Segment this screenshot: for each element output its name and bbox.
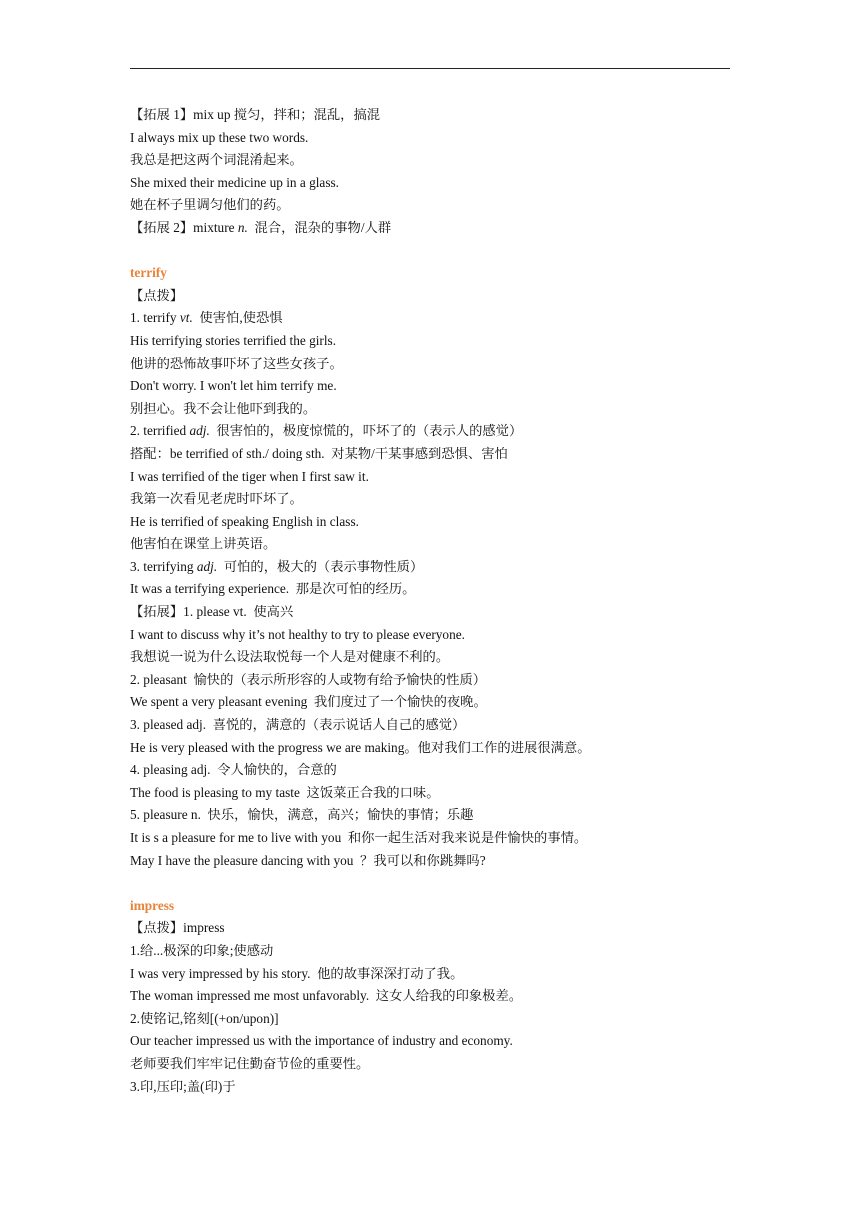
text-line: 搭配：be terrified of sth./ doing sth. 对某物/干某事感到恐惧、害怕 <box>130 445 508 461</box>
text-span: 使害怕,使恐惧 <box>192 310 283 326</box>
text-line: The woman impressed me most unfavorably. 这女人给我的印象极差。 <box>130 988 523 1004</box>
text-line: 别担心。我不会让他吓到我的。 <box>130 400 317 416</box>
text-line: 2.使铭记,铭刻[(+on/upon)] <box>130 1010 279 1026</box>
text-line: He is very pleased with the progress we are making。他对我们工作的进展很满意。 <box>130 739 591 755</box>
text-line: 我想说一说为什么设法取悦每一个人是对健康不利的。 <box>130 649 450 665</box>
text-span: 混合，混杂的事物/人群 <box>247 219 392 235</box>
text-line: 3.印,压印;盖(印)于 <box>130 1078 236 1094</box>
text-line: We spent a very pleasant evening 我们度过了一个愉快的夜晚。 <box>130 694 487 710</box>
spacer <box>130 240 730 263</box>
text-line: 2. pleasant 愉快的（表示所形容的人或物有给予愉快的性质） <box>130 671 487 687</box>
text-line: 我总是把这两个词混淆起来。 <box>130 152 303 168</box>
text-line: Our teacher impressed us with the importance of industry and economy. <box>130 1033 513 1049</box>
extension-2-line <box>130 217 730 240</box>
text-span: 【拓展 2】mixture <box>130 219 238 235</box>
text-line: She mixed their medicine up in a glass. <box>130 174 340 190</box>
text-line: May I have the pleasure dancing with you ？我可以和你跳舞吗? <box>130 852 486 868</box>
part-of-speech: adj. <box>196 558 218 574</box>
text-line: 他害怕在课堂上讲英语。 <box>130 536 277 552</box>
header-rule <box>130 68 730 69</box>
text-span: 可怕的，极大的（表示事物性质） <box>217 558 424 574</box>
text-line: 她在杯子里调匀他们的药。 <box>130 197 290 213</box>
part-of-speech: adj. <box>189 423 210 439</box>
definition-line <box>130 556 730 579</box>
document-body <box>130 104 730 1098</box>
text-line: 1.给...极深的印象;使感动 <box>130 942 274 958</box>
text-line: 4. pleasing adj. 令人愉快的，合意的 <box>130 762 337 778</box>
text-line: 【点拨】impress <box>130 920 225 936</box>
text-span: 2. terrified <box>130 423 190 439</box>
text-line: I was very impressed by his story. 他的故事深深打动了我。 <box>130 965 464 981</box>
text-line: I always mix up these two words. <box>130 129 309 145</box>
text-line: Don't worry. I won't let him terrify me. <box>130 378 337 394</box>
definition-line <box>130 420 730 443</box>
section-heading-impress: impress <box>130 897 175 913</box>
text-line: 老师要我们牢牢记住勤奋节俭的重要性。 <box>130 1055 370 1071</box>
text-line: His terrifying stories terrified the girls. <box>130 332 337 348</box>
text-line: 我第一次看见老虎时吓坏了。 <box>130 491 303 507</box>
text-line: 5. pleasure n. 快乐，愉快，满意，高兴；愉快的事情；乐趣 <box>130 807 474 823</box>
text-line: 他讲的恐怖故事吓坏了这些女孩子。 <box>130 355 343 371</box>
text-line: 【拓展 1】mix up 搅匀，拌和；混乱，搞混 <box>130 107 381 122</box>
text-line: He is terrified of speaking English in class. <box>130 513 359 529</box>
text-span: 很害怕的，极度惊慌的，吓坏了的（表示人的感觉） <box>209 423 523 439</box>
text-span: 1. terrify <box>130 310 180 326</box>
text-line: It was a terrifying experience. 那是次可怕的经历。 <box>130 581 416 597</box>
section-heading-terrify: terrify <box>130 265 167 281</box>
text-line: I was terrified of the tiger when I first saw it. <box>130 468 369 484</box>
part-of-speech: n. <box>237 219 248 235</box>
text-line: 3. pleased adj. 喜悦的，满意的（表示说话人自己的感觉） <box>130 717 466 733</box>
text-line: I want to discuss why it’s not healthy to try to please everyone. <box>130 626 465 642</box>
text-line: The food is pleasing to my taste 这饭菜正合我的口味。 <box>130 784 440 800</box>
text-line: 【拓展】1. please vt. 使高兴 <box>130 604 294 620</box>
tip-label: 【点拨】 <box>130 287 184 303</box>
text-span: 3. terrifying <box>130 558 197 574</box>
part-of-speech: vt. <box>179 310 193 326</box>
spacer <box>130 872 730 895</box>
definition-line <box>130 307 730 330</box>
text-line: It is s a pleasure for me to live with you 和你一起生活对我来说是件愉快的事情。 <box>130 830 588 845</box>
